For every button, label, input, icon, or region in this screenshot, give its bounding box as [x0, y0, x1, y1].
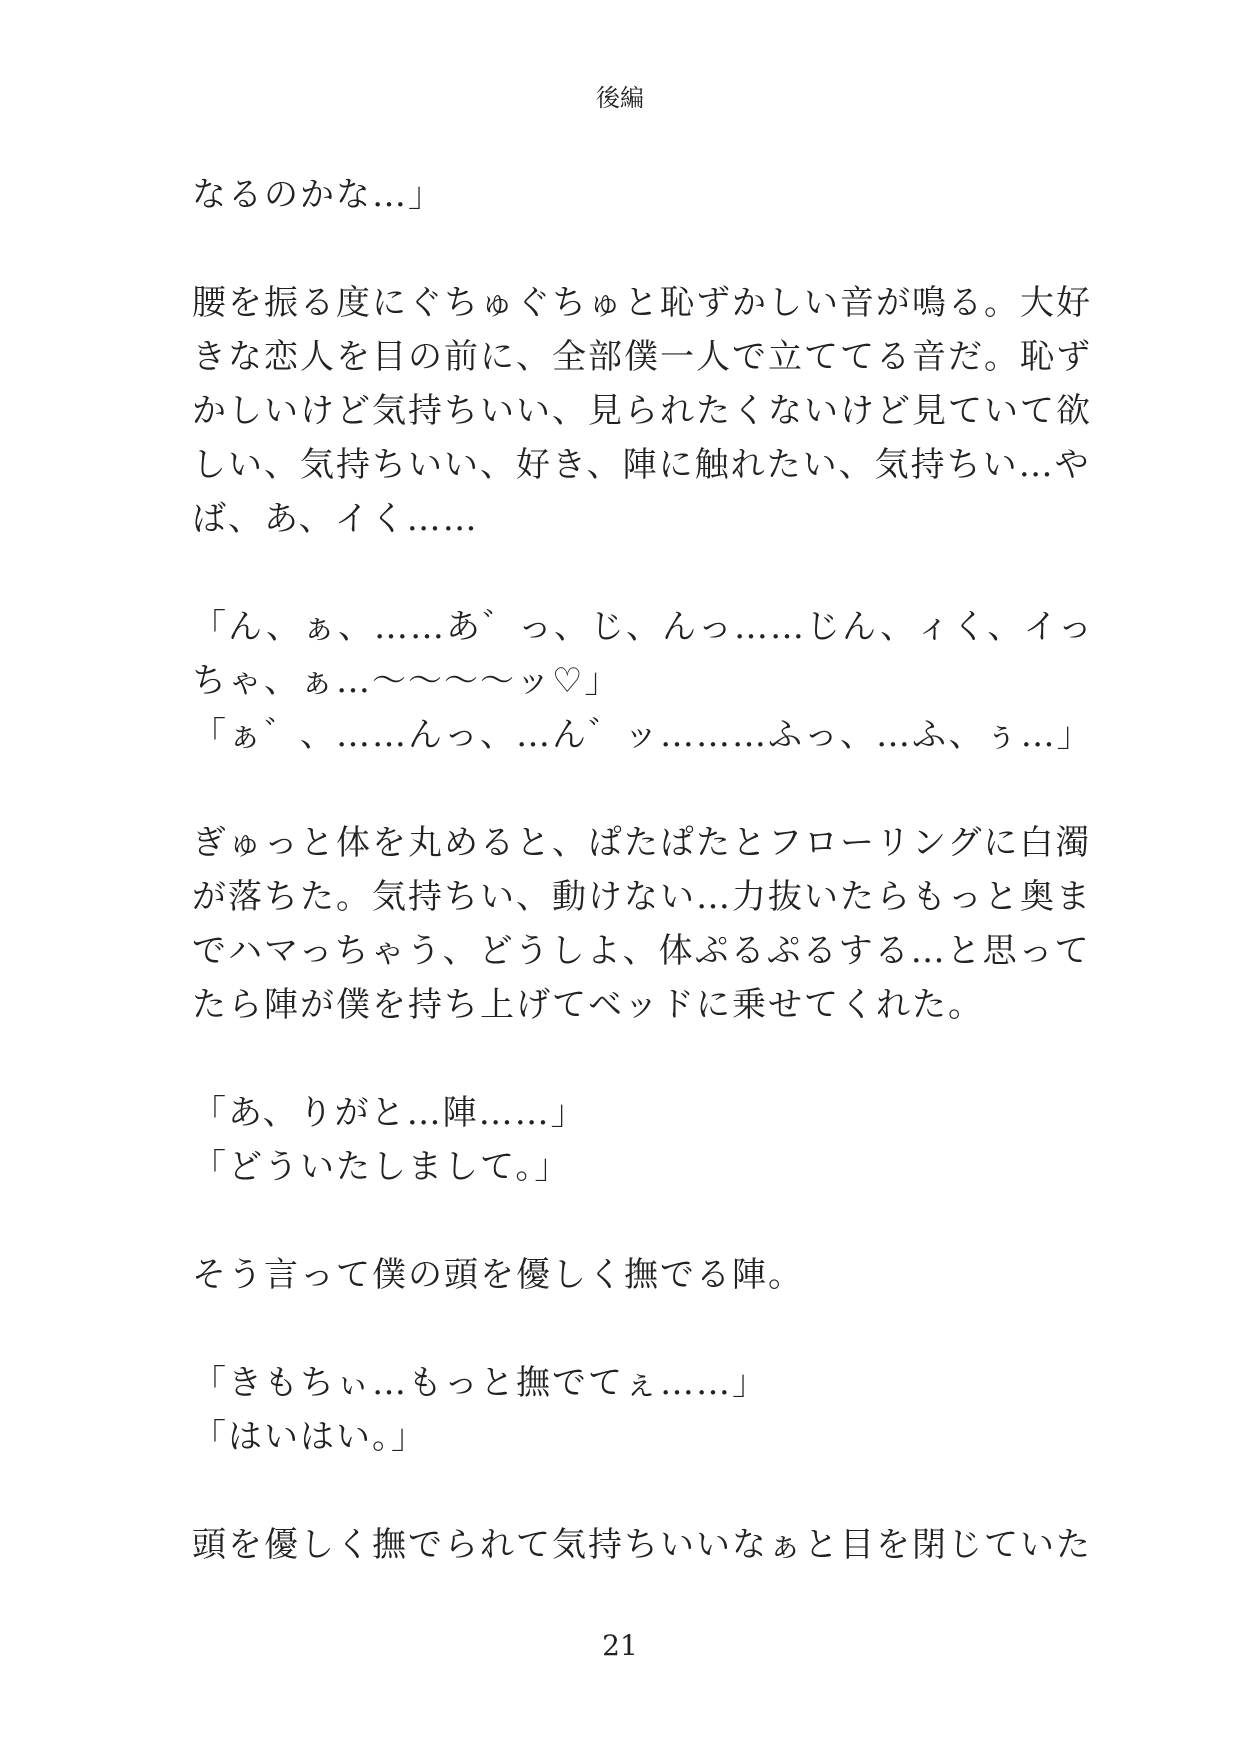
text-line: 「はいはい。」	[192, 1417, 427, 1457]
text-line: きな恋人を目の前に、全部僕一人で立ててる音だ。恥ず	[192, 337, 1092, 377]
text-line: 「あ、りがと…陣……」	[192, 1093, 587, 1133]
text-line: 「どういたしまして。」	[192, 1147, 571, 1187]
text-line: ちゃ、ぁ…〜〜〜〜ッ♡」	[192, 661, 621, 701]
text-line: なるのかな…」	[192, 175, 444, 215]
text-line: 腰を振る度にぐちゅぐちゅと恥ずかしい音が鳴る。大好	[192, 283, 1092, 323]
text-line: たら陣が僕を持ち上げてベッドに乗せてくれた。	[192, 985, 984, 1025]
text-line: ぎゅっと体を丸めると、ぱたぱたとフローリングに白濁	[192, 823, 1092, 863]
text-line: 「ぁ゛、……んっ、…ん゛ッ………ふっ、…ふ、ぅ…」	[192, 715, 1093, 755]
chapter-header: 後編	[596, 84, 644, 112]
text-line: 「きもちぃ…もっと撫でてぇ……」	[192, 1363, 768, 1403]
text-line: が落ちた。気持ちい、動けない…力抜いたらもっと奥ま	[192, 877, 1092, 917]
text-line: 頭を優しく撫でられて気持ちいいなぁと目を閉じていた	[192, 1525, 1092, 1565]
text-line: しい、気持ちいい、好き、陣に触れたい、気持ちい…や	[192, 445, 1091, 485]
text-line: ば、あ、イく……	[192, 499, 479, 539]
text-line: 「ん、ぁ、……あ゛っ、じ、んっ……じん、ィく、イっ	[192, 607, 1095, 647]
page-number: 21	[602, 1629, 638, 1662]
text-line: そう言って僕の頭を優しく撫でる陣。	[192, 1255, 804, 1295]
text-line: でハマっちゃう、どうしよ、体ぷるぷるする…と思って	[192, 931, 1091, 971]
text-line: かしいけど気持ちいい、見られたくないけど見ていて欲	[192, 391, 1092, 431]
